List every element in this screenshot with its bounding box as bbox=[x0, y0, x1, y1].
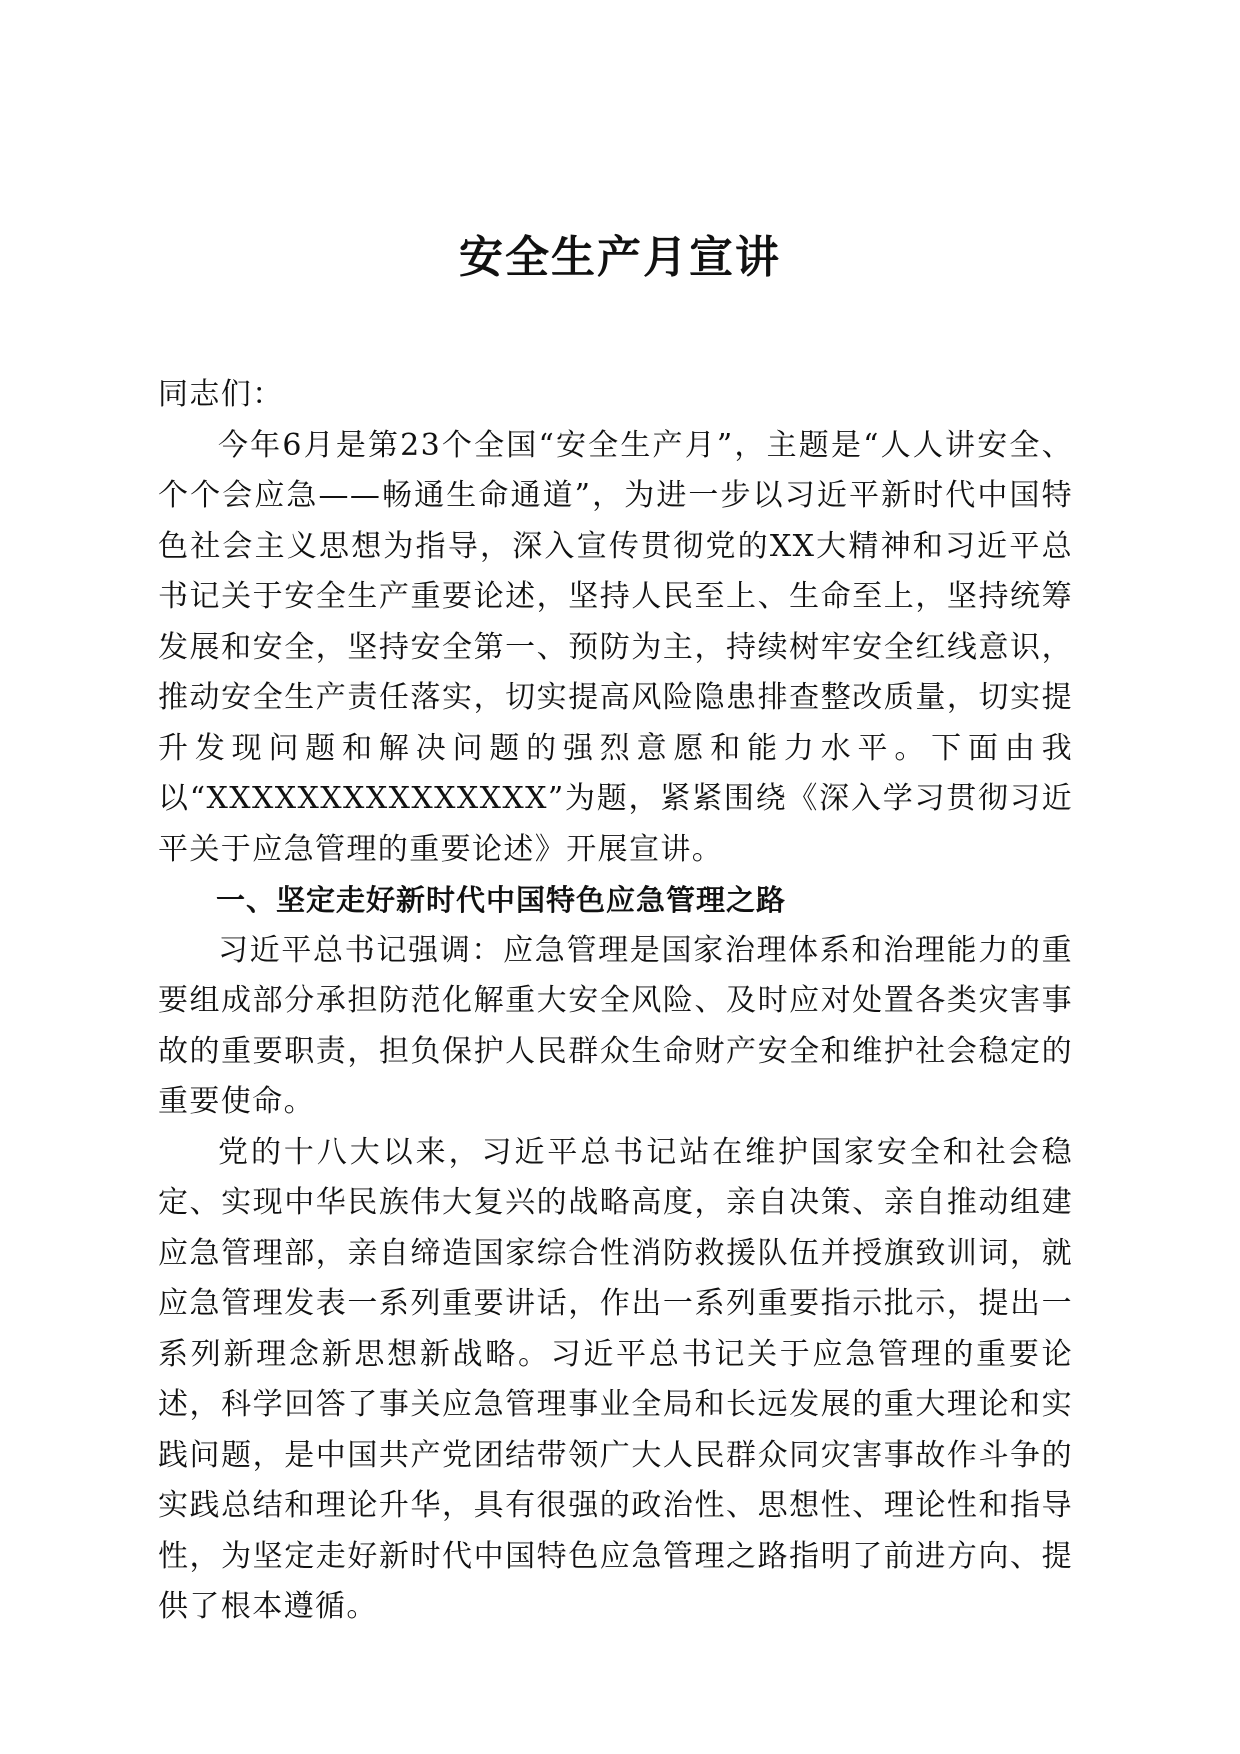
section-heading: 一、坚定走好新时代中国特色应急管理之路 bbox=[216, 883, 787, 917]
section-paragraph: 习近平总书记强调：应急管理是国家治理体系和治理能力的重要组成部分承担防范化解重大安全风险、及时应对处置各类灾害事故的重要职责，担负保护人民群众生命财产安全和维护社会稳定的重要使命。 bbox=[158, 932, 1073, 1119]
document-title: 安全生产月宣讲 bbox=[459, 232, 781, 283]
intro-paragraph: 今年6月是第23个全国“安全生产月”，主题是“人人讲安全、个个会应急——畅通生命通道”，为进一步以习近平新时代中国特色社会主义思想为指导，深入宣传贯彻党的XX大精神和习近平总书记关于安全生产重要论述，坚持人民至上、生命至上，坚持统筹发展和安全，坚持安全第一、预防为主，持续树牢安全红线意识，推动安全生产责任落实，切实提高风险隐患排查整改质量，切实提升发现问题和解决问题的强烈意愿和能力水平。下面由我以“XXXXXXXXXXXXXXX”为题，紧紧围绕《深入学习贯彻习近平关于应急管理的重要论述》开展宣讲。 bbox=[158, 427, 1073, 867]
document-body bbox=[158, 370, 1073, 1633]
section-paragraph: 党的十八大以来，习近平总书记站在维护国家安全和社会稳定、实现中华民族伟大复兴的战略高度，亲自决策、亲自推动组建应急管理部，亲自缔造国家综合性消防救援队伍并授旗致训词，就应急管理发表一系列重要讲话，作出一系列重要指示批示，提出一系列新理念新思想新战略。习近平总书记关于应急管理的重要论述，科学回答了事关应急管理事业全局和长远发展的重大理论和实践问题，是中国共产党团结带领广大人民群众同灾害事故作斗争的实践总结和理论升华，具有很强的政治性、思想性、理论性和指导性，为坚定走好新时代中国特色应急管理之路指明了前进方向、提供了根本遵循。 bbox=[158, 1134, 1073, 1624]
greeting: 同志们： bbox=[158, 377, 284, 412]
